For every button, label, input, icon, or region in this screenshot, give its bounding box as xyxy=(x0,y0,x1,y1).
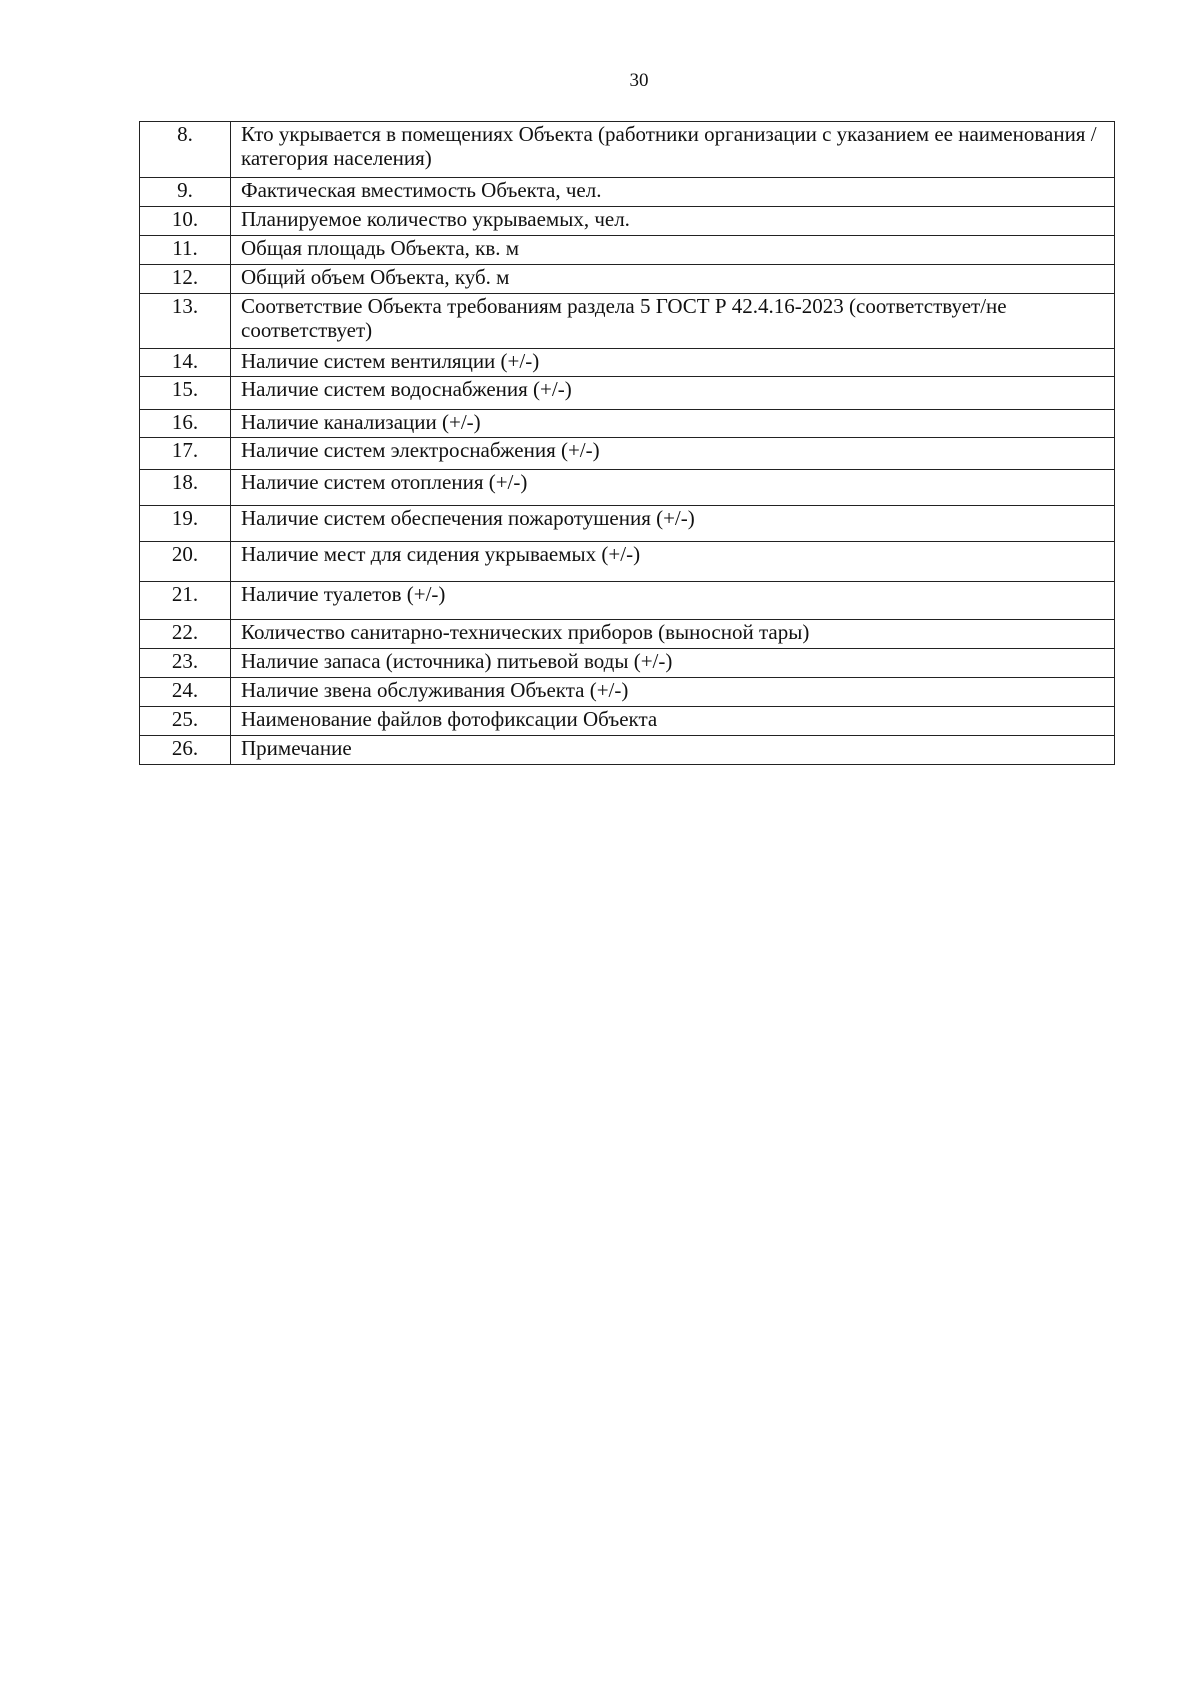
table-row xyxy=(140,236,1115,265)
table-row xyxy=(140,410,1115,438)
row-text: Наличие систем вентиляции (+/-) xyxy=(231,349,1115,377)
row-number: 22. xyxy=(140,620,231,649)
row-text: Фактическая вместимость Объекта, чел. xyxy=(231,178,1115,207)
row-number: 8. xyxy=(140,122,231,178)
table-row xyxy=(140,207,1115,236)
row-number: 23. xyxy=(140,649,231,678)
row-number: 19. xyxy=(140,506,231,542)
row-text: Наличие мест для сидения укрываемых (+/-) xyxy=(231,542,1115,582)
row-text: Соответствие Объекта требованиям раздела 5 ГОСТ Р 42.4.16-2023 (соответствует/не соответствует) xyxy=(231,294,1115,349)
row-text: Наличие звена обслуживания Объекта (+/-) xyxy=(231,678,1115,707)
row-number: 13. xyxy=(140,294,231,349)
row-number: 21. xyxy=(140,582,231,620)
table-row xyxy=(140,707,1115,736)
row-text: Наличие систем отопления (+/-) xyxy=(231,470,1115,506)
row-number: 26. xyxy=(140,736,231,765)
row-text: Наличие систем электроснабжения (+/-) xyxy=(231,438,1115,470)
row-number: 14. xyxy=(140,349,231,377)
row-number: 25. xyxy=(140,707,231,736)
row-number: 20. xyxy=(140,542,231,582)
table-row xyxy=(140,294,1115,349)
row-number: 9. xyxy=(140,178,231,207)
table-row xyxy=(140,377,1115,410)
row-text: Примечание xyxy=(231,736,1115,765)
row-number: 10. xyxy=(140,207,231,236)
row-text: Общий объем Объекта, куб. м xyxy=(231,265,1115,294)
table-row xyxy=(140,349,1115,377)
row-text: Наименование файлов фотофиксации Объекта xyxy=(231,707,1115,736)
row-text: Кто укрывается в помещениях Объекта (работники организации с указанием ее наименования /категория населения) xyxy=(231,122,1115,178)
table-row xyxy=(140,542,1115,582)
checklist-table xyxy=(139,121,1115,765)
table-row xyxy=(140,736,1115,765)
row-number: 11. xyxy=(140,236,231,265)
table-row xyxy=(140,620,1115,649)
row-text: Планируемое количество укрываемых, чел. xyxy=(231,207,1115,236)
table-row xyxy=(140,265,1115,294)
table-row xyxy=(140,649,1115,678)
table-row xyxy=(140,438,1115,470)
row-number: 18. xyxy=(140,470,231,506)
page-number: 30 xyxy=(629,70,649,91)
row-text: Наличие систем обеспечения пожаротушения (+/-) xyxy=(231,506,1115,542)
row-text: Наличие канализации (+/-) xyxy=(231,410,1115,438)
row-number: 16. xyxy=(140,410,231,438)
row-number: 24. xyxy=(140,678,231,707)
row-text: Количество санитарно-технических приборов (выносной тары) xyxy=(231,620,1115,649)
row-number: 17. xyxy=(140,438,231,470)
row-text: Наличие систем водоснабжения (+/-) xyxy=(231,377,1115,410)
row-text: Общая площадь Объекта, кв. м xyxy=(231,236,1115,265)
table-row xyxy=(140,506,1115,542)
table-row xyxy=(140,678,1115,707)
table-row xyxy=(140,122,1115,178)
row-text: Наличие туалетов (+/-) xyxy=(231,582,1115,620)
table-row xyxy=(140,582,1115,620)
row-number: 12. xyxy=(140,265,231,294)
table-row xyxy=(140,470,1115,506)
row-number: 15. xyxy=(140,377,231,410)
row-text: Наличие запаса (источника) питьевой воды (+/-) xyxy=(231,649,1115,678)
table-row xyxy=(140,178,1115,207)
